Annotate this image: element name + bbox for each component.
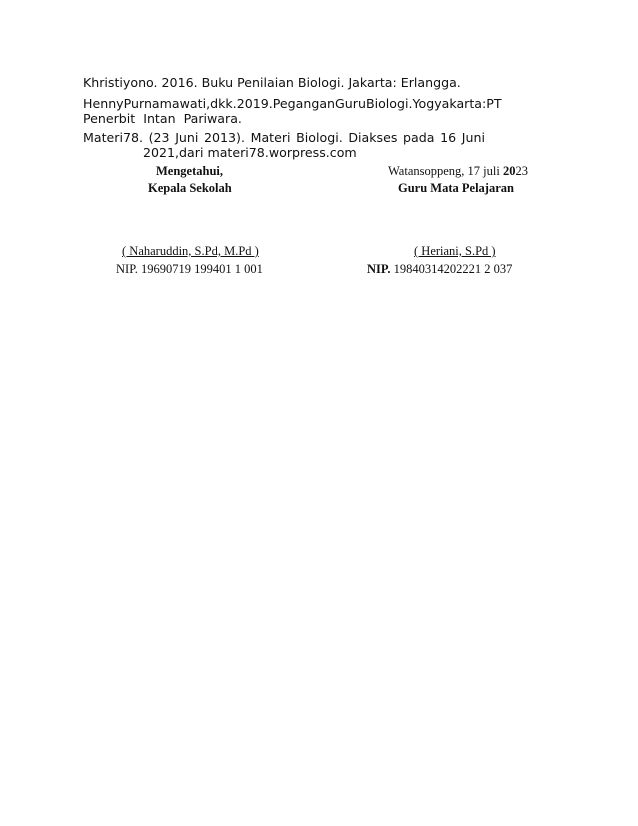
place-date-year-end: 23 — [515, 164, 528, 178]
place-date-year-bold: 20 — [502, 164, 516, 178]
teacher-nip-label: NIP. — [367, 262, 391, 276]
ref-word: dkk. — [210, 96, 237, 111]
principal-role: Kepala Sekolah — [148, 181, 232, 195]
principal-nip: NIP. 19690719 199401 1 001 — [116, 262, 263, 276]
teacher-nip-value: 19840314202221 2 037 — [390, 262, 513, 276]
teacher-nip — [367, 262, 512, 277]
ref-word: Henny — [83, 96, 124, 111]
ref-word: Guru — [335, 96, 366, 111]
ref-word: Juni — [461, 130, 485, 145]
place-date — [388, 164, 528, 179]
reference-2-line-2: Penerbit Intan Pariwara. — [83, 111, 242, 126]
principal-name: ( Naharuddin, S.Pd, M.Pd ) — [122, 244, 259, 258]
ref-word: 2013). — [204, 130, 245, 145]
teacher-role: Guru Mata Pelajaran — [398, 181, 514, 195]
ref-word: PT — [486, 96, 502, 111]
reference-3-line-1 — [83, 130, 485, 145]
ref-word: Purnamawati, — [123, 96, 211, 111]
ref-word: 2019. — [236, 96, 273, 111]
ref-word: Materi78. — [83, 130, 143, 145]
ref-word: Yogyakarta: — [412, 96, 487, 111]
reference-2-line-1 — [83, 96, 502, 111]
reference-3-line-2: 2021,dari materi78.worpress.com — [143, 145, 357, 160]
ref-word: Biologi. — [296, 130, 343, 145]
ref-word: Pegangan — [272, 96, 336, 111]
place-date-text: Watansoppeng, 17 juli — [388, 164, 503, 178]
ref-word: Biologi. — [365, 96, 413, 111]
ref-word: Diakses — [348, 130, 398, 145]
ref-word: 16 — [440, 130, 457, 145]
acknowledged-heading: Mengetahui, — [156, 164, 224, 178]
ref-word: (23 — [148, 130, 170, 145]
ref-word: Materi — [250, 130, 291, 145]
reference-1: Khristiyono. 2016. Buku Penilaian Biologi. Jakarta: Erlangga. — [83, 75, 461, 90]
ref-word: Juni — [175, 130, 199, 145]
ref-word: pada — [403, 130, 435, 145]
teacher-name: ( Heriani, S.Pd ) — [414, 244, 496, 258]
